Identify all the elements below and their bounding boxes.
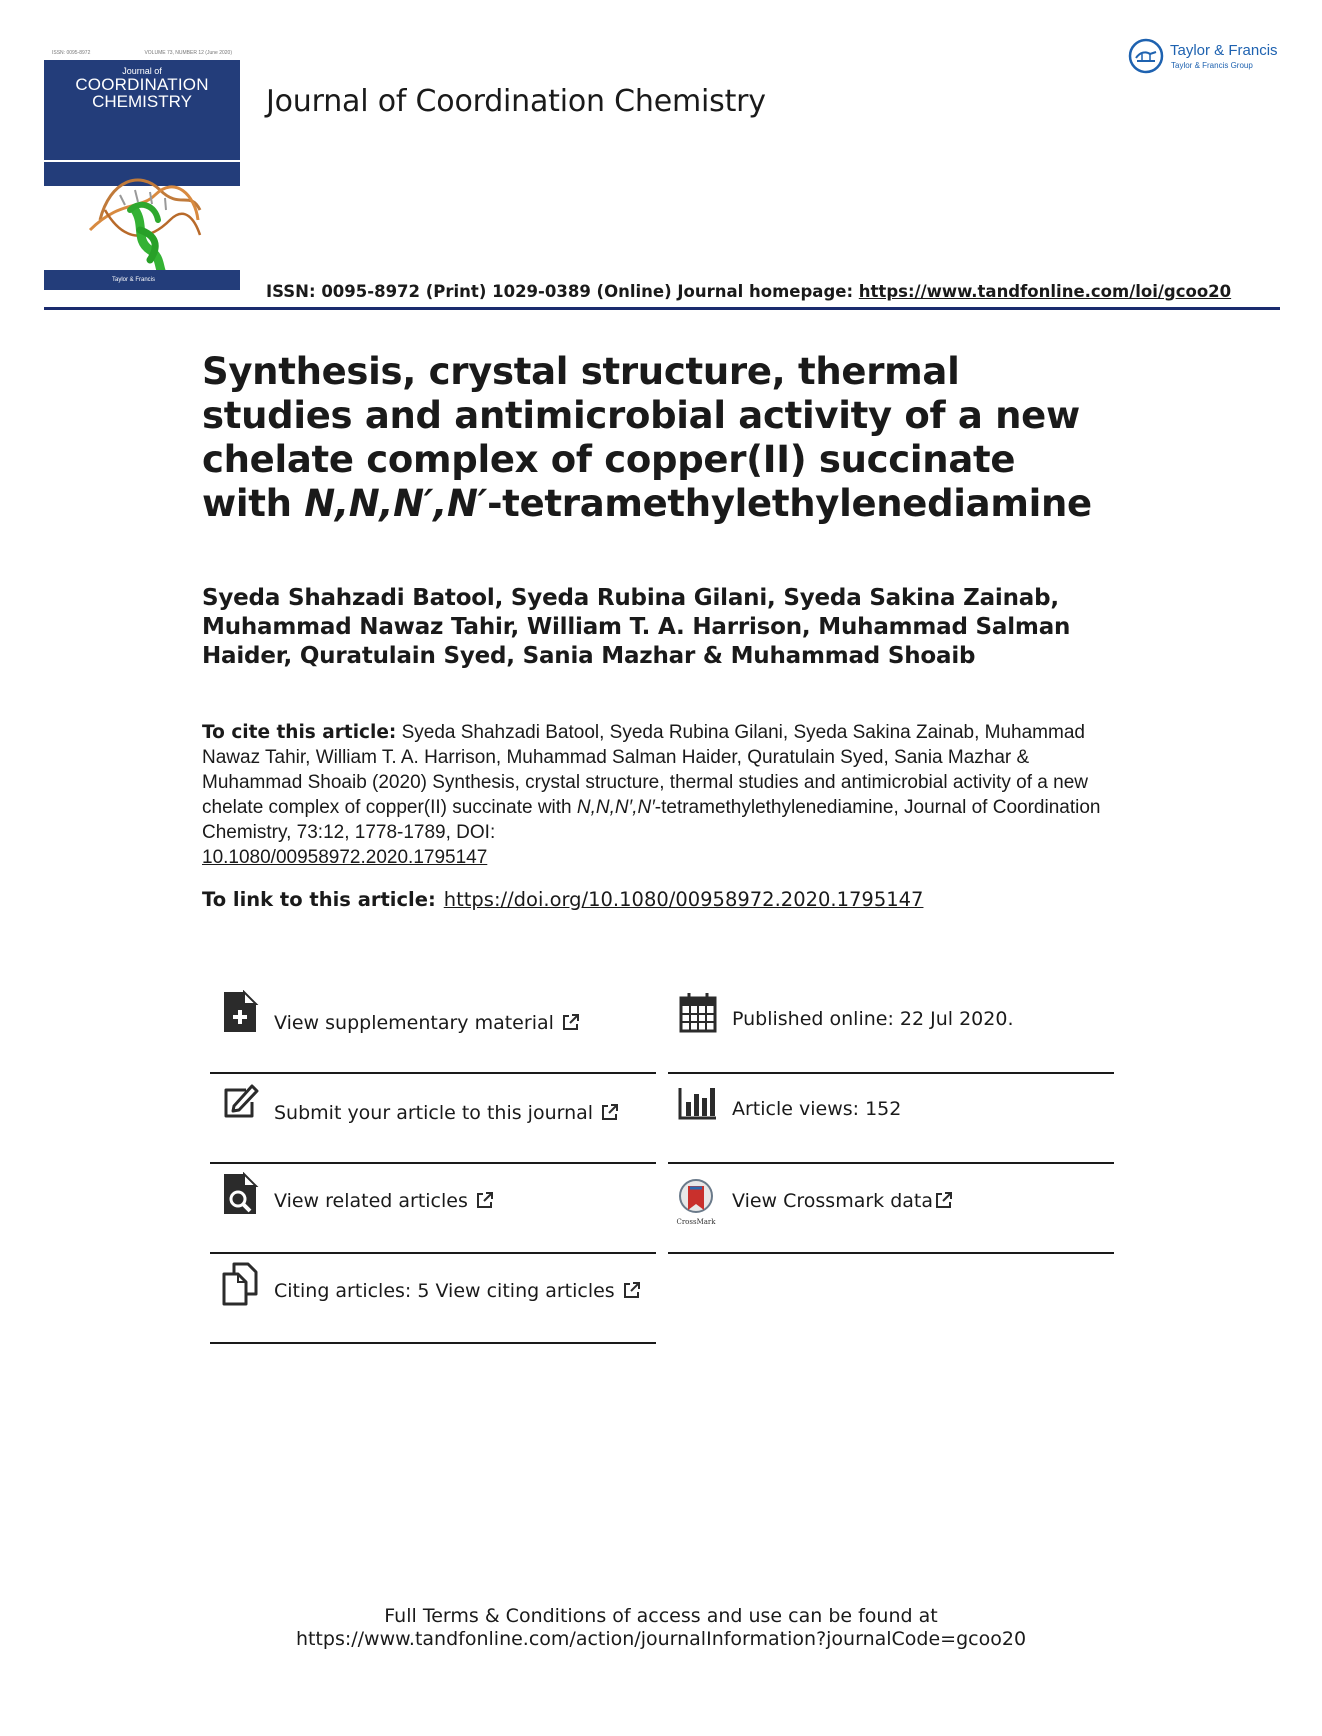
article-title-end: -tetramethylethylenediamine: [487, 482, 1092, 525]
crossmark-label: View Crossmark data: [732, 1190, 934, 1212]
bar-chart-icon: [678, 1080, 718, 1124]
info-divider: [668, 1072, 1114, 1074]
publisher-name: Taylor & Francis: [1170, 42, 1278, 59]
copy-documents-icon: [220, 1262, 260, 1306]
crossmark-icon: [674, 1178, 718, 1226]
article-views: [668, 1080, 1114, 1170]
cover-journal-of: Journal of: [122, 66, 162, 76]
external-link-icon: [562, 1013, 580, 1031]
crossmark-link[interactable]: [668, 1172, 1114, 1262]
edit-icon: [220, 1080, 260, 1124]
journal-cover-image: [44, 50, 240, 293]
article-title-italic: N,N,N′,N′: [304, 482, 488, 525]
external-link-icon: [476, 1191, 494, 1209]
cover-title-line1: COORDINATION: [75, 75, 209, 94]
info-divider: [210, 1342, 656, 1344]
cover-top-strip: [44, 50, 240, 60]
supplementary-material-link[interactable]: [210, 990, 656, 1080]
article-views-label: Article views: 152: [732, 1098, 902, 1120]
terms-footer: [0, 1605, 1322, 1651]
citation-italic: N,N,N′,N′: [576, 797, 655, 818]
article-authors: Syeda Shahzadi Batool, Syeda Rubina Gilani, Syeda Sakina Zainab, Muhammad Nawaz Tahir, William T. A. Harrison, Muhammad Salman Haider, Quratulain Syed, Sania Mazhar & Muhammad Shoaib: [202, 585, 1071, 669]
cover-molecule-illustration: [80, 150, 210, 290]
external-link-icon: [601, 1103, 619, 1121]
header-divider: [44, 307, 1280, 310]
article-doi-url[interactable]: https://doi.org/10.1080/00958972.2020.1795147: [443, 888, 924, 911]
article-title-main: Synthesis, crystal structure, thermal studies and antimicrobial activity of a new chelate complex of copper(II) succinate with: [202, 350, 1080, 525]
submit-article-link[interactable]: [210, 1080, 656, 1170]
issn-text: ISSN: 0095-8972 (Print) 1029-0389 (Online) Journal homepage:: [266, 282, 859, 301]
article-link-line: [202, 888, 923, 911]
info-divider: [210, 1162, 656, 1164]
external-link-icon: [935, 1191, 953, 1209]
publisher-logo[interactable]: [1128, 38, 1288, 78]
calendar-icon: [678, 990, 718, 1034]
citing-articles-label: Citing articles: 5 View citing articles: [274, 1280, 615, 1302]
cover-title-band: [44, 60, 240, 160]
info-divider: [668, 1162, 1114, 1164]
supplementary-material-label: View supplementary material: [274, 1012, 554, 1034]
submit-article-label: Submit your article to this journal: [274, 1102, 594, 1124]
citation-label: To cite this article:: [202, 722, 397, 743]
published-online-label: Published online: 22 Jul 2020.: [732, 1008, 1014, 1030]
journal-name: Journal of Coordination Chemistry: [266, 84, 766, 119]
cover-footer-band: [44, 270, 240, 290]
external-link-icon: [623, 1281, 641, 1299]
file-search-icon: [220, 1172, 260, 1216]
crossmark-badge-text: CrossMark: [676, 1218, 716, 1226]
file-plus-icon: [220, 990, 260, 1034]
article-title: [202, 350, 1102, 526]
published-online: [668, 990, 1114, 1080]
info-divider: [668, 1252, 1114, 1254]
article-link-label: To link to this article:: [202, 888, 436, 911]
related-articles-label: View related articles: [274, 1190, 468, 1212]
citation-block: [202, 720, 1102, 870]
cover-title-line2: CHEMISTRY: [92, 92, 192, 111]
cover-volume: VOLUME 73, NUMBER 12 (June 2020): [144, 50, 232, 56]
citation-doi-link[interactable]: 10.1080/00958972.2020.1795147: [202, 847, 488, 868]
citation-text: Syeda Shahzadi Batool, Syeda Rubina Gilani, Syeda Sakina Zainab, Muhammad Nawaz Tahir, William T. A. Harrison, Muhammad Salman Haider, Quratulain Syed, Sania Mazhar & Muhammad Shoaib (2020) Synthesis, crystal structure, thermal studies and antimicrobial activity of a new chelate complex of copper(II) succinate with: [202, 722, 1089, 818]
citing-articles-link[interactable]: [210, 1262, 656, 1352]
journal-homepage-link[interactable]: https://www.tandfonline.com/loi/gcoo20: [858, 282, 1232, 301]
info-divider: [210, 1252, 656, 1254]
issn-line: [266, 282, 1231, 301]
publisher-group: Taylor & Francis Group: [1171, 61, 1253, 70]
citation-text-end: -tetramethylethylenediamine, Journal of Coordination Chemistry, 73:12, 1778-1789, DOI:: [202, 797, 1101, 843]
terms-footer-line1: Full Terms & Conditions of access and use can be found at: [384, 1605, 938, 1627]
terms-footer-url[interactable]: https://www.tandfonline.com/action/journalInformation?journalCode=gcoo20: [295, 1628, 1027, 1650]
cover-issn: ISSN: 0095-8972: [52, 50, 91, 56]
publisher-logo-icon: [1128, 38, 1164, 74]
info-divider: [210, 1072, 656, 1074]
related-articles-link[interactable]: [210, 1172, 656, 1262]
cover-footer-brand: Taylor & Francis: [112, 277, 156, 283]
